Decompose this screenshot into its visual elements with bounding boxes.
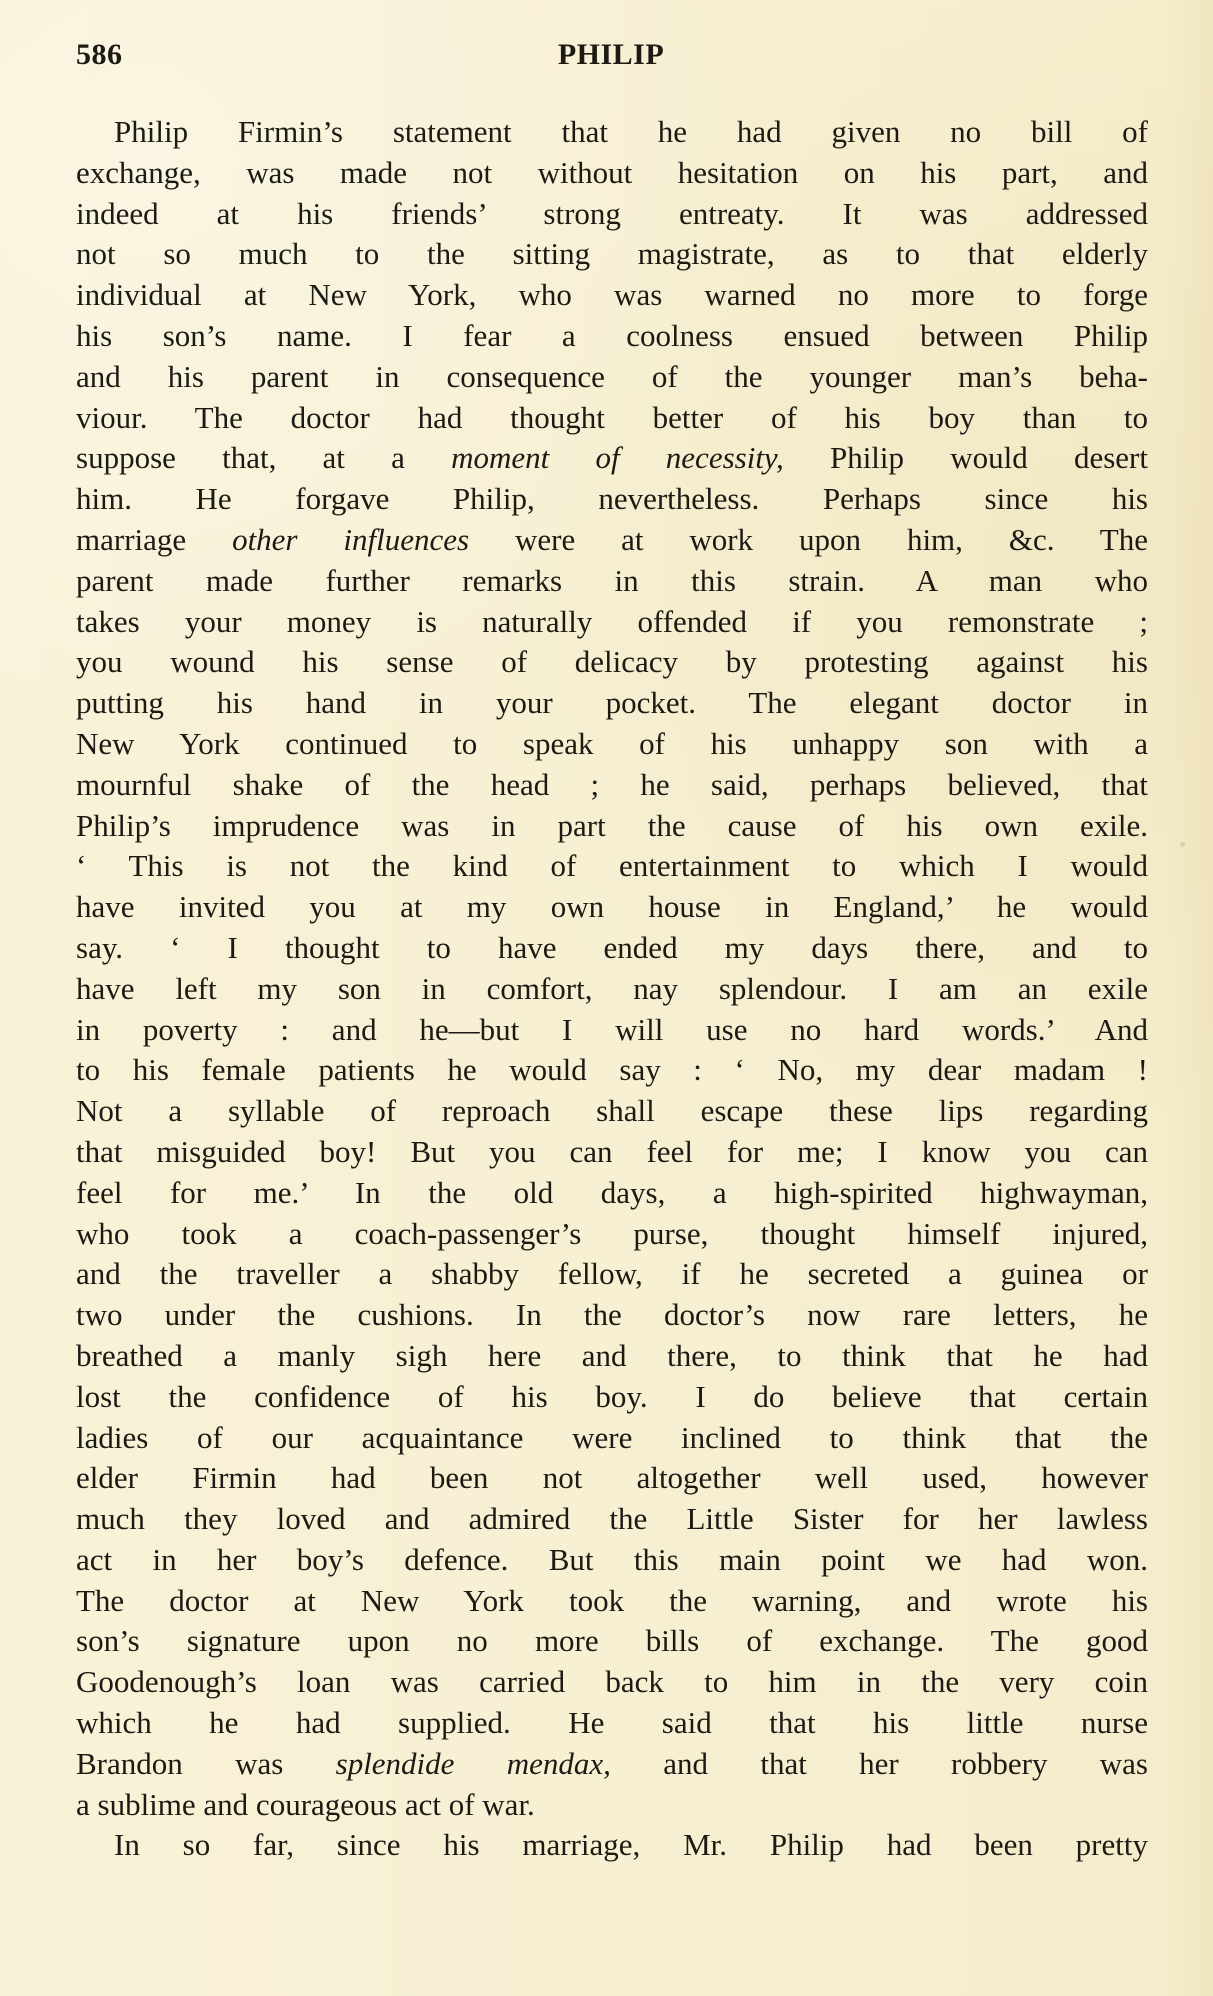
text-line-19: ‘ This is not the kind of entertainment to which I would — [76, 848, 1148, 884]
text-line-17: mournful shake of the head ; he said, perhaps believed, that — [76, 766, 1148, 802]
italic-phrase-moment-of-necessity: moment of necessity, — [451, 440, 784, 476]
text-line-14: you wound his sense of delicacy by protesting against his — [76, 644, 1148, 680]
text-line-33: ladies of our acquaintance were inclined to think that the — [76, 1419, 1148, 1455]
text-line-43: In so far, since his marriage, Mr. Philip had been pretty — [114, 1827, 1148, 1863]
text-line-30: two under the cushions. In the doctor’s now rare letters, he — [76, 1297, 1148, 1333]
text-line-2: exchange, was made not without hesitation on his part, and — [76, 154, 1148, 190]
text-line-6: his son’s name. I fear a coolness ensued between Philip — [76, 317, 1148, 353]
text-line-22: have left my son in comfort, nay splendour. I am an exile — [76, 970, 1148, 1006]
text-line-15: putting his hand in your pocket. The elegant doctor in — [76, 685, 1148, 721]
text-line-11 — [76, 520, 1148, 561]
text-line-18: Philip’s imprudence was in part the cause of his own exile. — [76, 807, 1148, 843]
text-line-24: to his female patients he would say : ‘ No, my dear madam ! — [76, 1052, 1148, 1088]
running-head: PHILIP — [557, 38, 665, 71]
text-line-4: not so much to the sitting magistrate, as to that elderly — [76, 236, 1148, 272]
text-line-9-end: Philip would desert — [783, 440, 1148, 476]
text-line-37: The doctor at New York took the warning, and wrote his — [76, 1582, 1148, 1618]
text-line-34: elder Firmin had been not altogether well used, however — [76, 1460, 1148, 1496]
text-line-3: indeed at his friends’ strong entreaty. It was addressed — [76, 195, 1148, 231]
text-line-9 — [76, 438, 1148, 479]
text-line-29: and the traveller a shabby fellow, if he secreted a guinea or — [76, 1256, 1148, 1292]
text-line-35: much they loved and admired the Little Sister for her lawless — [76, 1501, 1148, 1537]
italic-phrase-splendide-mendax: splendide mendax, — [335, 1745, 611, 1781]
text-line-41 — [76, 1744, 1148, 1785]
text-line-10: him. He forgave Philip, nevertheless. Perhaps since his — [76, 481, 1148, 517]
text-line-25: Not a syllable of reproach shall escape these lips regarding — [76, 1093, 1148, 1129]
text-line-9-start: suppose that, at a — [76, 440, 452, 476]
page-number: 586 — [76, 38, 123, 71]
text-line-41-end: and that her robbery was — [610, 1745, 1148, 1781]
paper-speck — [1180, 842, 1185, 847]
text-line-5: individual at New York, who was warned no more to forge — [76, 277, 1148, 313]
text-line-36: act in her boy’s defence. But this main point we had won. — [76, 1541, 1148, 1577]
text-line-11-start: marriage — [76, 521, 233, 557]
text-line-41-start: Brandon was — [76, 1745, 336, 1781]
text-line-20: have invited you at my own house in England,’ he would — [76, 889, 1148, 925]
text-line-11-end: were at work upon him, &c. The — [469, 521, 1148, 557]
text-line-7: and his parent in consequence of the younger man’s beha- — [76, 358, 1148, 394]
text-line-26: that misguided boy! But you can feel for me; I know you can — [76, 1133, 1148, 1169]
main-text — [76, 112, 1148, 1866]
text-line-31: breathed a manly sigh here and there, to think that he had — [76, 1337, 1148, 1373]
text-line-39: Goodenough’s loan was carried back to him in the very coin — [76, 1664, 1148, 1700]
page-header — [76, 38, 1146, 78]
text-line-40: which he had supplied. He said that his little nurse — [76, 1705, 1148, 1741]
text-line-8: viour. The doctor had thought better of his boy than to — [76, 399, 1148, 435]
text-line-21: say. ‘ I thought to have ended my days there, and to — [76, 929, 1148, 965]
page-edge-shadow — [1165, 0, 1213, 1996]
text-line-28: who took a coach-passenger’s purse, thought himself injured, — [76, 1215, 1148, 1251]
text-line-38: son’s signature upon no more bills of exchange. The good — [76, 1623, 1148, 1659]
text-line-16: New York continued to speak of his unhappy son with a — [76, 725, 1148, 761]
text-line-27: feel for me.’ In the old days, a high-spirited highwayman, — [76, 1174, 1148, 1210]
text-line-12: parent made further remarks in this strain. A man who — [76, 562, 1148, 598]
italic-phrase-other-influences: other influences — [232, 521, 470, 557]
text-line-23: in poverty : and he—but I will use no hard words.’ And — [76, 1011, 1148, 1047]
text-line-1: Philip Firmin’s statement that he had given no bill of — [114, 114, 1148, 149]
text-line-42: a sublime and courageous act of war. — [76, 1786, 535, 1822]
text-line-13: takes your money is naturally offended if you remonstrate ; — [76, 603, 1148, 639]
text-line-32: lost the confidence of his boy. I do believe that certain — [76, 1378, 1148, 1414]
